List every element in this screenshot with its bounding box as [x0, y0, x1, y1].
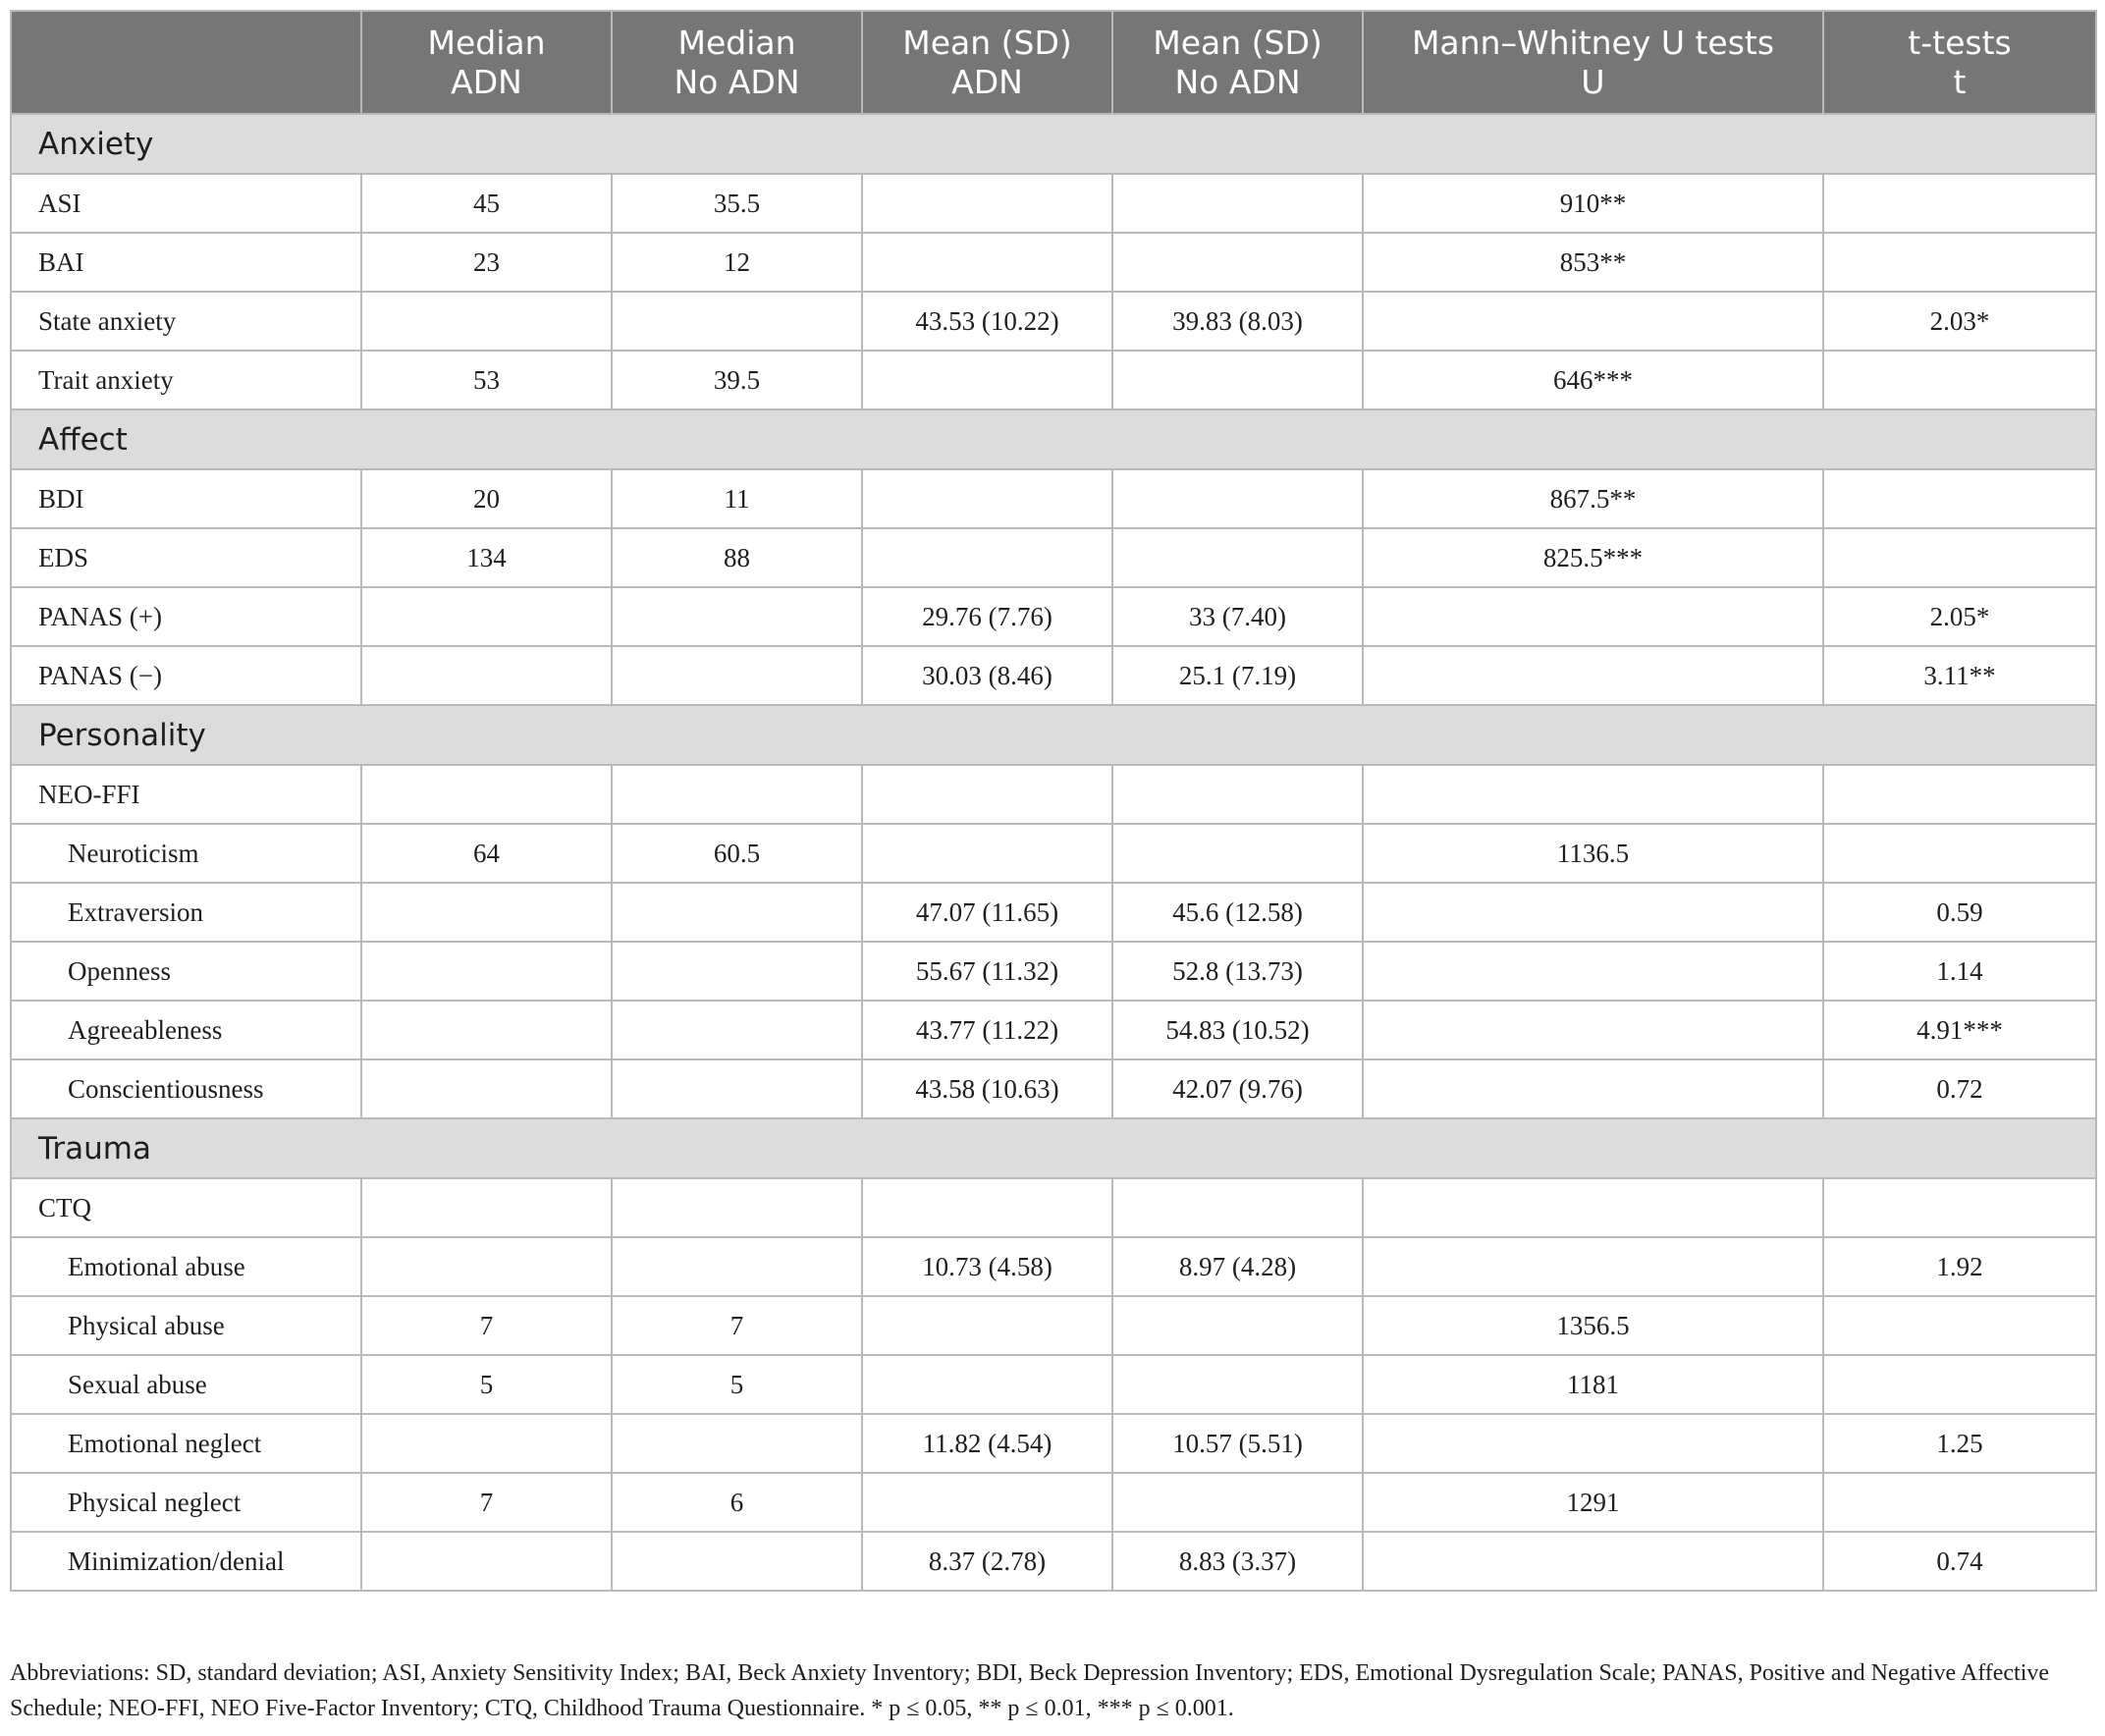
cell-median-no-adn [612, 587, 862, 646]
cell-mean-adn: 43.58 (10.63) [862, 1059, 1112, 1118]
cell-mean-adn [862, 174, 1112, 233]
cell-u [1363, 1532, 1823, 1591]
cell-mean-adn [862, 351, 1112, 409]
row-label: Minimization/denial [11, 1532, 361, 1591]
table-row [11, 1001, 2096, 1059]
section-header-row [11, 409, 2096, 469]
column-header-line2: No ADN [1174, 62, 1301, 101]
table-header-row [11, 11, 2096, 114]
table-row [11, 1178, 2096, 1237]
table-row [11, 765, 2096, 824]
cell-t [1823, 1473, 2096, 1532]
cell-t: 2.03* [1823, 292, 2096, 351]
cell-median-adn [361, 765, 612, 824]
section-header-row [11, 705, 2096, 765]
row-label: Emotional abuse [11, 1237, 361, 1296]
cell-median-adn [361, 587, 612, 646]
cell-median-adn: 20 [361, 469, 612, 528]
table-footnote: Abbreviations: SD, standard deviation; ASI, Anxiety Sensitivity Index; BAI, Beck Anxiety Inventory; BDI, Beck Depression Inventory; EDS, Emotional Dysregulation Scale; PANAS, Positive and Negative Affective Schedule; NEO-FFI, NEO Five-Factor Inventory; CTQ, Childhood Trauma Questionnaire. * p ≤ 0.05, ** p ≤ 0.01, *** p ≤ 0.001. [10, 1660, 2050, 1721]
section-title: Personality [11, 705, 2096, 765]
cell-mean-no-adn: 52.8 (13.73) [1112, 942, 1363, 1001]
cell-median-adn [361, 1001, 612, 1059]
column-header-line1: Mean (SD) [902, 23, 1072, 62]
column-header-line2: t [1953, 62, 1967, 101]
cell-median-no-adn: 35.5 [612, 174, 862, 233]
header-measure [11, 11, 361, 114]
table-row [11, 942, 2096, 1001]
cell-median-no-adn [612, 883, 862, 942]
cell-u [1363, 1237, 1823, 1296]
cell-mean-no-adn [1112, 233, 1363, 292]
cell-mean-no-adn [1112, 469, 1363, 528]
header-mean-adn [862, 11, 1112, 114]
table-row [11, 1414, 2096, 1473]
cell-mean-adn [862, 528, 1112, 587]
cell-mean-no-adn: 10.57 (5.51) [1112, 1414, 1363, 1473]
cell-t: 1.92 [1823, 1237, 2096, 1296]
section-title: Anxiety [11, 114, 2096, 174]
cell-u [1363, 883, 1823, 942]
cell-median-no-adn [612, 1059, 862, 1118]
cell-mean-no-adn: 33 (7.40) [1112, 587, 1363, 646]
cell-median-adn [361, 292, 612, 351]
table-row [11, 883, 2096, 942]
cell-u [1363, 1059, 1823, 1118]
row-label: State anxiety [11, 292, 361, 351]
table-row [11, 587, 2096, 646]
cell-median-adn [361, 646, 612, 705]
header-mean-no-adn [1112, 11, 1363, 114]
table-row [11, 351, 2096, 409]
cell-mean-no-adn: 39.83 (8.03) [1112, 292, 1363, 351]
table-row [11, 469, 2096, 528]
cell-median-no-adn [612, 942, 862, 1001]
section-header-row [11, 114, 2096, 174]
cell-median-no-adn [612, 1532, 862, 1591]
cell-mean-no-adn [1112, 765, 1363, 824]
section-title: Affect [11, 409, 2096, 469]
cell-mean-no-adn [1112, 1296, 1363, 1355]
cell-median-no-adn: 39.5 [612, 351, 862, 409]
cell-mean-adn: 10.73 (4.58) [862, 1237, 1112, 1296]
cell-median-adn [361, 1237, 612, 1296]
cell-median-no-adn: 11 [612, 469, 862, 528]
cell-median-no-adn [612, 646, 862, 705]
cell-median-adn [361, 883, 612, 942]
cell-median-adn [361, 1178, 612, 1237]
cell-u [1363, 1178, 1823, 1237]
cell-mean-adn: 30.03 (8.46) [862, 646, 1112, 705]
column-header-line2: No ADN [674, 62, 800, 101]
cell-t: 0.72 [1823, 1059, 2096, 1118]
column-header-line1: Mann–Whitney U tests [1411, 23, 1775, 62]
cell-median-no-adn [612, 1001, 862, 1059]
cell-median-no-adn [612, 292, 862, 351]
row-label: Agreeableness [11, 1001, 361, 1059]
row-label: BAI [11, 233, 361, 292]
column-header-line1: Median [427, 23, 546, 62]
cell-u [1363, 587, 1823, 646]
cell-u [1363, 646, 1823, 705]
cell-mean-adn: 43.77 (11.22) [862, 1001, 1112, 1059]
cell-t [1823, 1296, 2096, 1355]
cell-t: 1.14 [1823, 942, 2096, 1001]
row-label: Trait anxiety [11, 351, 361, 409]
cell-mean-adn [862, 233, 1112, 292]
cell-u [1363, 1001, 1823, 1059]
cell-mean-adn: 29.76 (7.76) [862, 587, 1112, 646]
cell-median-adn: 5 [361, 1355, 612, 1414]
cell-mean-no-adn: 54.83 (10.52) [1112, 1001, 1363, 1059]
table-row [11, 1296, 2096, 1355]
table-body [11, 114, 2096, 1591]
table-row [11, 292, 2096, 351]
cell-t: 0.74 [1823, 1532, 2096, 1591]
row-label: PANAS (+) [11, 587, 361, 646]
cell-median-no-adn: 6 [612, 1473, 862, 1532]
cell-t: 3.11** [1823, 646, 2096, 705]
cell-median-no-adn [612, 765, 862, 824]
cell-mean-adn [862, 824, 1112, 883]
column-header-line2: ADN [951, 62, 1023, 101]
cell-u: 910** [1363, 174, 1823, 233]
cell-u: 1291 [1363, 1473, 1823, 1532]
cell-u: 646*** [1363, 351, 1823, 409]
cell-t [1823, 469, 2096, 528]
cell-median-no-adn: 7 [612, 1296, 862, 1355]
row-label: PANAS (−) [11, 646, 361, 705]
cell-median-no-adn [612, 1414, 862, 1473]
cell-mean-no-adn [1112, 528, 1363, 587]
cell-mean-adn: 47.07 (11.65) [862, 883, 1112, 942]
cell-u: 1356.5 [1363, 1296, 1823, 1355]
cell-median-no-adn: 88 [612, 528, 862, 587]
cell-mean-no-adn: 8.97 (4.28) [1112, 1237, 1363, 1296]
cell-mean-no-adn [1112, 174, 1363, 233]
cell-mean-adn [862, 1178, 1112, 1237]
header-median-adn [361, 11, 612, 114]
cell-mean-no-adn [1112, 1355, 1363, 1414]
column-header-line1: Mean (SD) [1153, 23, 1322, 62]
cell-u [1363, 292, 1823, 351]
row-label: Physical abuse [11, 1296, 361, 1355]
cell-u [1363, 1414, 1823, 1473]
cell-median-adn [361, 1414, 612, 1473]
cell-t: 4.91*** [1823, 1001, 2096, 1059]
cell-median-adn: 7 [361, 1473, 612, 1532]
header-mann-whitney [1363, 11, 1823, 114]
row-label: NEO-FFI [11, 765, 361, 824]
cell-u [1363, 765, 1823, 824]
cell-median-adn [361, 942, 612, 1001]
table-row [11, 1473, 2096, 1532]
cell-u: 853** [1363, 233, 1823, 292]
cell-median-no-adn [612, 1237, 862, 1296]
cell-median-no-adn: 12 [612, 233, 862, 292]
cell-median-no-adn: 60.5 [612, 824, 862, 883]
column-header-line1: Median [677, 23, 796, 62]
cell-mean-adn: 11.82 (4.54) [862, 1414, 1112, 1473]
table-row [11, 233, 2096, 292]
cell-mean-adn: 55.67 (11.32) [862, 942, 1112, 1001]
cell-t: 0.59 [1823, 883, 2096, 942]
cell-median-adn: 134 [361, 528, 612, 587]
cell-u: 1136.5 [1363, 824, 1823, 883]
cell-t [1823, 765, 2096, 824]
cell-t [1823, 1355, 2096, 1414]
cell-median-adn [361, 1532, 612, 1591]
cell-mean-adn [862, 469, 1112, 528]
cell-median-adn: 45 [361, 174, 612, 233]
column-header-line1: t-tests [1908, 23, 2012, 62]
table-row [11, 1059, 2096, 1118]
cell-mean-no-adn [1112, 1473, 1363, 1532]
row-label: CTQ [11, 1178, 361, 1237]
cell-mean-no-adn: 8.83 (3.37) [1112, 1532, 1363, 1591]
row-label: Extraversion [11, 883, 361, 942]
cell-mean-no-adn [1112, 351, 1363, 409]
table-row [11, 528, 2096, 587]
cell-median-adn: 64 [361, 824, 612, 883]
cell-u [1363, 942, 1823, 1001]
cell-mean-no-adn: 25.1 (7.19) [1112, 646, 1363, 705]
cell-t [1823, 233, 2096, 292]
cell-mean-adn [862, 765, 1112, 824]
row-label: Sexual abuse [11, 1355, 361, 1414]
cell-median-adn: 7 [361, 1296, 612, 1355]
cell-median-no-adn: 5 [612, 1355, 862, 1414]
cell-t [1823, 824, 2096, 883]
row-label: Openness [11, 942, 361, 1001]
cell-mean-no-adn: 45.6 (12.58) [1112, 883, 1363, 942]
cell-t: 2.05* [1823, 587, 2096, 646]
header-median-no-adn [612, 11, 862, 114]
cell-mean-no-adn [1112, 1178, 1363, 1237]
table-row [11, 174, 2096, 233]
cell-mean-no-adn [1112, 824, 1363, 883]
results-table [10, 10, 2097, 1592]
cell-u: 867.5** [1363, 469, 1823, 528]
cell-t [1823, 1178, 2096, 1237]
cell-mean-adn [862, 1296, 1112, 1355]
cell-t [1823, 351, 2096, 409]
cell-median-adn: 53 [361, 351, 612, 409]
section-header-row [11, 1118, 2096, 1178]
column-header-line2: U [1581, 62, 1605, 101]
cell-t [1823, 174, 2096, 233]
cell-mean-adn [862, 1473, 1112, 1532]
table-row [11, 1355, 2096, 1414]
cell-median-adn [361, 1059, 612, 1118]
cell-u: 1181 [1363, 1355, 1823, 1414]
cell-mean-adn: 43.53 (10.22) [862, 292, 1112, 351]
cell-median-no-adn [612, 1178, 862, 1237]
cell-median-adn: 23 [361, 233, 612, 292]
cell-mean-no-adn: 42.07 (9.76) [1112, 1059, 1363, 1118]
row-label: Emotional neglect [11, 1414, 361, 1473]
table-row [11, 1237, 2096, 1296]
column-header-line2: ADN [451, 62, 522, 101]
table-row [11, 646, 2096, 705]
row-label: BDI [11, 469, 361, 528]
row-label: Physical neglect [11, 1473, 361, 1532]
table-row [11, 1532, 2096, 1591]
row-label: Conscientiousness [11, 1059, 361, 1118]
row-label: EDS [11, 528, 361, 587]
cell-u: 825.5*** [1363, 528, 1823, 587]
cell-mean-adn [862, 1355, 1112, 1414]
cell-mean-adn: 8.37 (2.78) [862, 1532, 1112, 1591]
cell-t [1823, 528, 2096, 587]
header-t-tests [1823, 11, 2096, 114]
cell-t: 1.25 [1823, 1414, 2096, 1473]
section-title: Trauma [11, 1118, 2096, 1178]
table-row [11, 824, 2096, 883]
row-label: Neuroticism [11, 824, 361, 883]
row-label: ASI [11, 174, 361, 233]
